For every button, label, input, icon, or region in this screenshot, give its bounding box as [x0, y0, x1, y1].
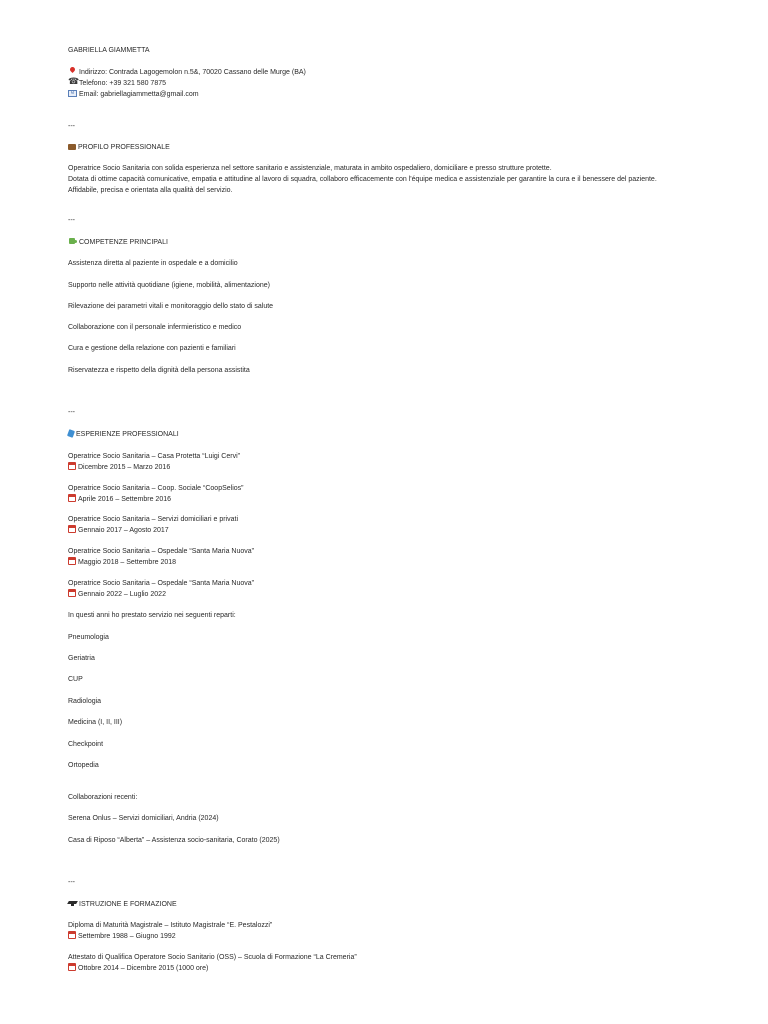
skills-heading	[68, 237, 168, 248]
profile-line: Operatrice Socio Sanitaria con solida esperienza nel settore sanitario e assistenziale, maturata in ambito ospedaliero, domiciliare e presso strutture protette.	[68, 165, 552, 172]
skill-item: Assistenza diretta al paziente in ospedale e a domicilio	[68, 260, 238, 267]
job-dates: Gennaio 2017 – Agosto 2017	[68, 525, 169, 536]
job-dates: Gennaio 2022 – Luglio 2022	[68, 589, 166, 600]
separator: ---	[68, 123, 75, 130]
department-item: Medicina (I, II, III)	[68, 719, 123, 726]
job-role: Operatrice Socio Sanitaria – Casa Protetta “Luigi Cervi”	[68, 453, 240, 460]
skills-title: COMPETENZE PRINCIPALI	[79, 239, 168, 246]
profile-heading	[68, 142, 170, 153]
calendar-icon	[68, 589, 76, 597]
job-role: Operatrice Socio Sanitaria – Ospedale “Santa Maria Nuova”	[68, 548, 254, 555]
address-line	[68, 67, 306, 78]
separator: ---	[68, 879, 75, 886]
phone-line	[68, 78, 166, 89]
phone-icon	[68, 78, 77, 86]
address-text: Indirizzo: Contrada Lagogemolon n.5&, 70020 Cassano delle Murge (BA)	[79, 69, 306, 76]
education-title: ISTRUZIONE E FORMAZIONE	[79, 901, 177, 908]
job-dates: Maggio 2018 – Settembre 2018	[68, 557, 176, 568]
recent-item: Casa di Riposo “Alberta” – Assistenza socio-sanitaria, Corato (2025)	[68, 837, 280, 844]
pin-icon	[68, 67, 77, 75]
skill-item: Riservatezza e rispetto della dignità della persona assistita	[68, 367, 250, 374]
calendar-icon	[68, 557, 76, 565]
experience-title: ESPERIENZE PROFESSIONALI	[76, 431, 179, 438]
puzzle-icon	[68, 237, 77, 245]
skill-item: Supporto nelle attività quotidiane (igiene, mobilità, alimentazione)	[68, 282, 270, 289]
calendar-icon	[68, 963, 76, 971]
separator: ---	[68, 409, 75, 416]
calendar-icon	[68, 525, 76, 533]
department-item: Radiologia	[68, 698, 102, 705]
profile-title: PROFILO PROFESSIONALE	[78, 144, 170, 151]
experience-heading	[68, 429, 179, 440]
education-dates: Settembre 1988 – Giugno 1992	[68, 931, 176, 942]
luggage-icon	[67, 429, 75, 438]
calendar-icon	[68, 931, 76, 939]
department-item: Checkpoint	[68, 741, 104, 748]
email-text: Email: gabriellagiammetta@gmail.com	[79, 91, 199, 98]
job-role: Operatrice Socio Sanitaria – Coop. Sociale “CoopSelios”	[68, 485, 244, 492]
profile-line: Affidabile, precisa e orientata alla qualità del servizio.	[68, 187, 233, 194]
recent-item: Serena Onlus – Servizi domiciliari, Andria (2024)	[68, 815, 219, 822]
calendar-icon	[68, 494, 76, 502]
departments-intro: In questi anni ho prestato servizio nei seguenti reparti:	[68, 612, 236, 619]
job-dates: Aprile 2016 – Settembre 2016	[68, 494, 171, 505]
candidate-name: GABRIELLA GIAMMETTA	[68, 47, 150, 54]
graduation-cap-icon	[68, 899, 77, 907]
skill-item: Cura e gestione della relazione con pazienti e familiari	[68, 345, 236, 352]
job-dates: Dicembre 2015 – Marzo 2016	[68, 462, 170, 473]
email-icon	[68, 90, 77, 97]
education-name: Diploma di Maturità Magistrale – Istituto Magistrale “E. Pestalozzi”	[68, 922, 273, 929]
separator: ---	[68, 217, 75, 224]
skill-item: Rilevazione dei parametri vitali e monitoraggio dello stato di salute	[68, 303, 274, 310]
department-item: Geriatria	[68, 655, 95, 662]
job-role: Operatrice Socio Sanitaria – Ospedale “Santa Maria Nuova”	[68, 580, 254, 587]
department-item: Pneumologia	[68, 634, 109, 641]
briefcase-icon	[68, 144, 76, 150]
email-line	[68, 89, 199, 100]
education-heading	[68, 899, 177, 910]
phone-text: Telefono: +39 321 580 7875	[79, 80, 166, 87]
education-name: Attestato di Qualifica Operatore Socio Sanitario (OSS) – Scuola di Formazione “La Cremeria”	[68, 954, 357, 961]
department-item: CUP	[68, 676, 83, 683]
profile-line: Dotata di ottime capacità comunicative, empatia e attitudine al lavoro di squadra, collaboro efficacemente con l'équipe medica e assistenziale per garantire la cura e il benessere del paziente.	[68, 176, 657, 183]
job-role: Operatrice Socio Sanitaria – Servizi domiciliari e privati	[68, 516, 239, 523]
recent-title: Collaborazioni recenti:	[68, 794, 138, 801]
department-item: Ortopedia	[68, 762, 99, 769]
skill-item: Collaborazione con il personale infermieristico e medico	[68, 324, 242, 331]
calendar-icon	[68, 462, 76, 470]
education-dates: Ottobre 2014 – Dicembre 2015 (1000 ore)	[68, 963, 208, 974]
